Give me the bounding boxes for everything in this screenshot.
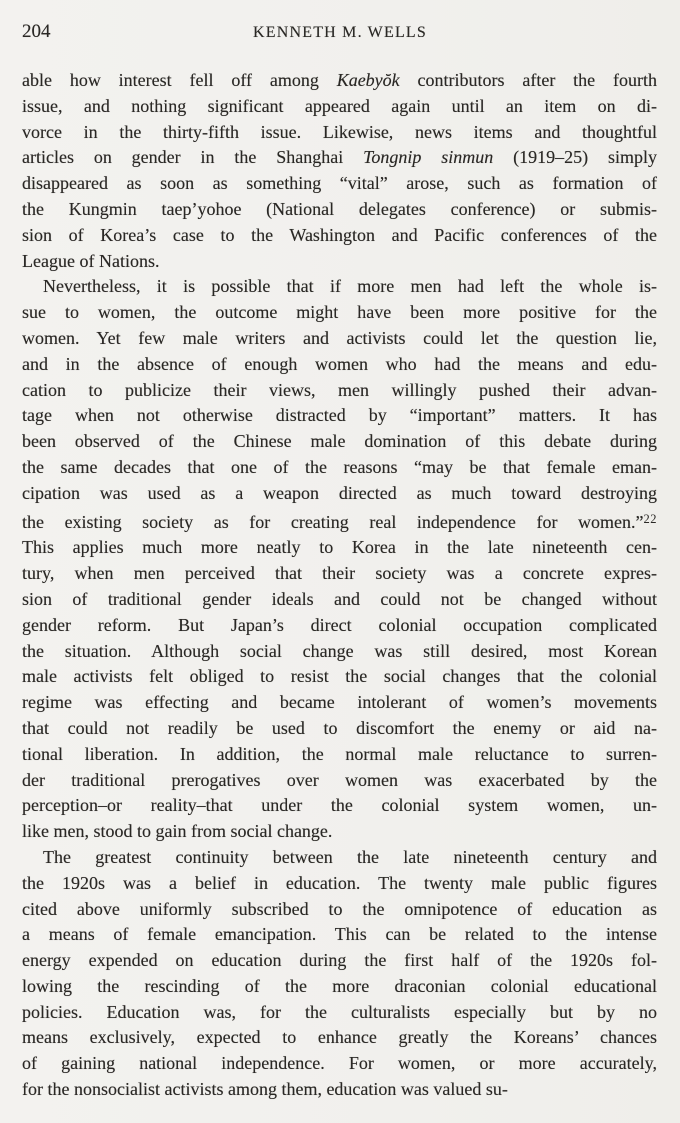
paragraph <box>22 68 657 274</box>
text-line: tury, when men perceived that their society was a concrete expres- <box>22 563 657 584</box>
text-line: gender reform. But Japan’s direct colonial occupation complicated <box>22 614 657 635</box>
text-line: male activists felt obliged to resist the social changes that the colonial <box>22 666 657 687</box>
text-line: means exclusively, expected to enhance greatly the Koreans’ chances <box>22 1027 657 1048</box>
italic-title: Tongnip sinmun <box>363 147 494 168</box>
text-line: cipation was used as a weapon directed as much toward destroying <box>22 482 657 503</box>
text-line: der traditional prerogatives over women was exacerbated by the <box>22 769 657 790</box>
text-line: the 1920s was a belief in education. The twenty male public figures <box>22 872 657 893</box>
text-line: energy expended on education during the first half of the 1920s fol- <box>22 950 657 971</box>
text-line: cited above uniformly subscribed to the omnipotence of education as <box>22 898 657 919</box>
text-line: vorce in the thirty-fifth issue. Likewise, news items and thoughtful <box>22 121 657 142</box>
text-line: been observed of the Chinese male domination of this debate during <box>22 431 657 452</box>
paragraph <box>22 274 657 845</box>
text-line: tional liberation. In addition, the normal male reluctance to surren- <box>22 743 657 764</box>
text-line: the Kungmin taep’yohoe (National delegates conference) or submis- <box>22 198 657 219</box>
text-line: a means of female emancipation. This can be related to the intense <box>22 924 657 945</box>
text-line: issue, and nothing significant appeared again until an item on di- <box>22 95 657 116</box>
text-line: the existing society as for creating real independence for women.”$^{22}$ <box>22 511 657 532</box>
running-head: KENNETH M. WELLS <box>253 24 427 41</box>
text-line: that could not readily be used to discomfort the enemy or aid na- <box>22 717 657 738</box>
page-body <box>22 68 657 1103</box>
text-line: women. Yet few male writers and activists could let the question lie, <box>22 327 657 348</box>
text-line: and in the absence of enough women who had the means and edu- <box>22 353 657 374</box>
text-line: the situation. Although social change was still desired, most Korean <box>22 640 657 661</box>
text-line: tage when not otherwise distracted by “important” matters. It has <box>22 405 657 426</box>
text-line: League of Nations. <box>22 250 160 271</box>
text-line: The greatest continuity between the late nineteenth century and <box>43 846 657 867</box>
page-number: 204 <box>22 21 51 42</box>
text-line: sue to women, the outcome might have been more positive for the <box>22 302 657 323</box>
text-line: cation to publicize their views, men willingly pushed their advan- <box>22 379 657 400</box>
text-line: regime was effecting and became intolerant of women’s movements <box>22 692 657 713</box>
text-line: for the nonsocialist activists among them, education was valued su- <box>22 1079 508 1100</box>
text-line: able how interest fell off among Kaebyŏk contributors after the fourth <box>22 70 657 90</box>
text-line: Nevertheless, it is possible that if more men had left the whole is- <box>43 276 657 297</box>
text-line: lowing the rescinding of the more draconian colonial educational <box>22 975 657 996</box>
text-line: disappeared as soon as something “vital” arose, such as formation of <box>22 173 657 194</box>
paragraph <box>22 845 657 1103</box>
italic-title: Kaebyŏk <box>336 70 400 90</box>
text-line: like men, stood to gain from social change. <box>22 821 333 842</box>
text-line: the same decades that one of the reasons “may be that female eman- <box>22 456 657 477</box>
text-line: articles on gender in the Shanghai Tongnip sinmun (1919–25) simply <box>22 147 657 168</box>
endnote-reference: 22 <box>643 511 657 526</box>
text-line: This applies much more neatly to Korea in the late nineteenth cen- <box>22 537 657 558</box>
text-line: sion of Korea’s case to the Washington and Pacific conferences of the <box>22 224 657 245</box>
text-line: perception–or reality–that under the colonial system women, un- <box>22 795 657 816</box>
text-line: sion of traditional gender ideals and could not be changed without <box>22 588 657 609</box>
text-line: of gaining national independence. For women, or more accurately, <box>22 1053 657 1074</box>
text-line: policies. Education was, for the culturalists especially but by no <box>22 1001 657 1022</box>
